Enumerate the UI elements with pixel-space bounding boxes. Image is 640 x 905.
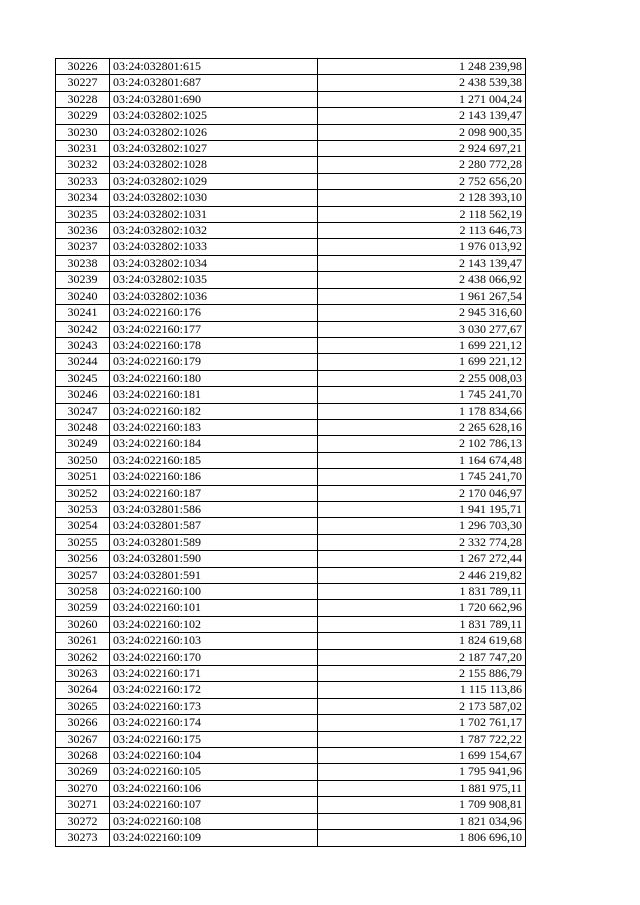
cadastral-number-cell: 03:24:032802:1031 (110, 206, 318, 222)
document-page (55, 58, 525, 847)
table-row (56, 75, 526, 91)
cadastral-value-cell: 2 255 008,03 (318, 370, 526, 386)
table-row (56, 337, 526, 353)
cadastral-number-cell: 03:24:022160:187 (110, 485, 318, 501)
cadastral-value-cell: 2 128 393,10 (318, 190, 526, 206)
row-number-cell: 30229 (56, 108, 110, 124)
table-row (56, 715, 526, 731)
cadastral-value-cell: 1 821 034,96 (318, 813, 526, 829)
cadastral-number-cell: 03:24:032802:1027 (110, 141, 318, 157)
row-number-cell: 30271 (56, 797, 110, 813)
cadastral-number-cell: 03:24:032801:590 (110, 551, 318, 567)
cadastral-value-cell: 1 699 221,12 (318, 354, 526, 370)
table-row (56, 255, 526, 271)
cadastral-value-cell: 1 976 013,92 (318, 239, 526, 255)
table-row (56, 419, 526, 435)
cadastral-value-cell: 2 446 219,82 (318, 567, 526, 583)
cadastral-value-cell: 2 280 772,28 (318, 157, 526, 173)
table-row (56, 534, 526, 550)
row-number-cell: 30256 (56, 551, 110, 567)
cadastral-value-cell: 1 115 113,86 (318, 682, 526, 698)
cadastral-value-cell: 1 709 908,81 (318, 797, 526, 813)
cadastral-value-cell: 1 941 195,71 (318, 501, 526, 517)
table-row (56, 321, 526, 337)
table-row (56, 584, 526, 600)
cadastral-value-cell: 1 699 221,12 (318, 337, 526, 353)
cadastral-value-cell: 1 831 789,11 (318, 584, 526, 600)
cadastral-number-cell: 03:24:022160:109 (110, 830, 318, 846)
table-row (56, 518, 526, 534)
cadastral-value-cell: 1 699 154,67 (318, 748, 526, 764)
cadastral-number-cell: 03:24:022160:175 (110, 731, 318, 747)
cadastral-number-cell: 03:24:032802:1035 (110, 272, 318, 288)
row-number-cell: 30247 (56, 403, 110, 419)
cadastral-number-cell: 03:24:022160:108 (110, 813, 318, 829)
cadastral-value-cell: 2 170 046,97 (318, 485, 526, 501)
cadastral-number-cell: 03:24:032801:586 (110, 501, 318, 517)
table-row (56, 698, 526, 714)
row-number-cell: 30244 (56, 354, 110, 370)
cadastral-number-cell: 03:24:022160:182 (110, 403, 318, 419)
cadastral-number-cell: 03:24:022160:174 (110, 715, 318, 731)
table-row (56, 616, 526, 632)
table-row (56, 666, 526, 682)
row-number-cell: 30257 (56, 567, 110, 583)
cadastral-value-cell: 2 143 139,47 (318, 108, 526, 124)
cadastral-value-table (55, 58, 526, 847)
cadastral-value-cell: 2 118 562,19 (318, 206, 526, 222)
cadastral-value-cell: 2 438 066,92 (318, 272, 526, 288)
row-number-cell: 30249 (56, 436, 110, 452)
row-number-cell: 30270 (56, 780, 110, 796)
table-row (56, 288, 526, 304)
row-number-cell: 30242 (56, 321, 110, 337)
cadastral-number-cell: 03:24:022160:100 (110, 584, 318, 600)
cadastral-number-cell: 03:24:032802:1032 (110, 223, 318, 239)
table-row (56, 764, 526, 780)
cadastral-value-cell: 1 164 674,48 (318, 452, 526, 468)
cadastral-value-cell: 2 752 656,20 (318, 173, 526, 189)
table-row (56, 452, 526, 468)
cadastral-number-cell: 03:24:032802:1030 (110, 190, 318, 206)
cadastral-value-cell: 2 173 587,02 (318, 698, 526, 714)
table-row (56, 551, 526, 567)
cadastral-number-cell: 03:24:022160:105 (110, 764, 318, 780)
table-row (56, 223, 526, 239)
cadastral-value-cell: 2 332 774,28 (318, 534, 526, 550)
cadastral-number-cell: 03:24:032801:587 (110, 518, 318, 534)
cadastral-number-cell: 03:24:022160:180 (110, 370, 318, 386)
table-row (56, 272, 526, 288)
cadastral-number-cell: 03:24:022160:185 (110, 452, 318, 468)
cadastral-number-cell: 03:24:032802:1034 (110, 255, 318, 271)
cadastral-number-cell: 03:24:022160:172 (110, 682, 318, 698)
row-number-cell: 30267 (56, 731, 110, 747)
row-number-cell: 30246 (56, 387, 110, 403)
table-row (56, 387, 526, 403)
row-number-cell: 30261 (56, 633, 110, 649)
row-number-cell: 30231 (56, 141, 110, 157)
table-row (56, 239, 526, 255)
cadastral-value-cell: 2 098 900,35 (318, 124, 526, 140)
table-row (56, 305, 526, 321)
row-number-cell: 30253 (56, 501, 110, 517)
cadastral-value-cell: 1 720 662,96 (318, 600, 526, 616)
cadastral-number-cell: 03:24:022160:179 (110, 354, 318, 370)
table-body (56, 59, 526, 847)
cadastral-number-cell: 03:24:032801:589 (110, 534, 318, 550)
cadastral-value-cell: 1 248 239,98 (318, 59, 526, 75)
table-row (56, 485, 526, 501)
cadastral-number-cell: 03:24:022160:181 (110, 387, 318, 403)
table-row (56, 59, 526, 75)
cadastral-value-cell: 1 806 696,10 (318, 830, 526, 846)
row-number-cell: 30240 (56, 288, 110, 304)
cadastral-value-cell: 2 438 539,38 (318, 75, 526, 91)
cadastral-value-cell: 1 745 241,70 (318, 469, 526, 485)
cadastral-number-cell: 03:24:032802:1028 (110, 157, 318, 173)
row-number-cell: 30228 (56, 91, 110, 107)
row-number-cell: 30254 (56, 518, 110, 534)
table-row (56, 600, 526, 616)
cadastral-number-cell: 03:24:022160:102 (110, 616, 318, 632)
row-number-cell: 30262 (56, 649, 110, 665)
row-number-cell: 30227 (56, 75, 110, 91)
row-number-cell: 30263 (56, 666, 110, 682)
row-number-cell: 30258 (56, 584, 110, 600)
cadastral-value-cell: 2 265 628,16 (318, 419, 526, 435)
table-row (56, 501, 526, 517)
table-row (56, 633, 526, 649)
table-row (56, 141, 526, 157)
table-row (56, 567, 526, 583)
table-row (56, 403, 526, 419)
cadastral-value-cell: 1 787 722,22 (318, 731, 526, 747)
cadastral-number-cell: 03:24:032801:687 (110, 75, 318, 91)
cadastral-value-cell: 2 143 139,47 (318, 255, 526, 271)
cadastral-value-cell: 1 271 004,24 (318, 91, 526, 107)
table-row (56, 649, 526, 665)
row-number-cell: 30245 (56, 370, 110, 386)
table-row (56, 830, 526, 846)
cadastral-value-cell: 2 113 646,73 (318, 223, 526, 239)
cadastral-number-cell: 03:24:032802:1029 (110, 173, 318, 189)
cadastral-value-cell: 1 267 272,44 (318, 551, 526, 567)
row-number-cell: 30266 (56, 715, 110, 731)
cadastral-value-cell: 1 178 834,66 (318, 403, 526, 419)
table-row (56, 748, 526, 764)
row-number-cell: 30234 (56, 190, 110, 206)
cadastral-number-cell: 03:24:022160:170 (110, 649, 318, 665)
cadastral-number-cell: 03:24:022160:107 (110, 797, 318, 813)
cadastral-number-cell: 03:24:022160:177 (110, 321, 318, 337)
cadastral-number-cell: 03:24:022160:176 (110, 305, 318, 321)
cadastral-value-cell: 1 296 703,30 (318, 518, 526, 534)
cadastral-number-cell: 03:24:022160:101 (110, 600, 318, 616)
row-number-cell: 30251 (56, 469, 110, 485)
cadastral-number-cell: 03:24:032802:1026 (110, 124, 318, 140)
table-row (56, 354, 526, 370)
row-number-cell: 30269 (56, 764, 110, 780)
row-number-cell: 30255 (56, 534, 110, 550)
row-number-cell: 30260 (56, 616, 110, 632)
cadastral-value-cell: 1 961 267,54 (318, 288, 526, 304)
row-number-cell: 30241 (56, 305, 110, 321)
cadastral-value-cell: 2 924 697,21 (318, 141, 526, 157)
table-row (56, 682, 526, 698)
row-number-cell: 30233 (56, 173, 110, 189)
row-number-cell: 30239 (56, 272, 110, 288)
table-row (56, 813, 526, 829)
cadastral-value-cell: 1 831 789,11 (318, 616, 526, 632)
cadastral-value-cell: 2 102 786,13 (318, 436, 526, 452)
table-row (56, 190, 526, 206)
cadastral-number-cell: 03:24:022160:104 (110, 748, 318, 764)
cadastral-number-cell: 03:24:022160:173 (110, 698, 318, 714)
row-number-cell: 30243 (56, 337, 110, 353)
cadastral-number-cell: 03:24:032801:591 (110, 567, 318, 583)
cadastral-number-cell: 03:24:022160:103 (110, 633, 318, 649)
cadastral-value-cell: 1 795 941,96 (318, 764, 526, 780)
row-number-cell: 30232 (56, 157, 110, 173)
row-number-cell: 30226 (56, 59, 110, 75)
row-number-cell: 30237 (56, 239, 110, 255)
cadastral-number-cell: 03:24:022160:183 (110, 419, 318, 435)
cadastral-value-cell: 1 702 761,17 (318, 715, 526, 731)
cadastral-value-cell: 2 945 316,60 (318, 305, 526, 321)
row-number-cell: 30272 (56, 813, 110, 829)
row-number-cell: 30235 (56, 206, 110, 222)
table-row (56, 436, 526, 452)
row-number-cell: 30265 (56, 698, 110, 714)
cadastral-value-cell: 2 187 747,20 (318, 649, 526, 665)
row-number-cell: 30230 (56, 124, 110, 140)
table-row (56, 108, 526, 124)
row-number-cell: 30252 (56, 485, 110, 501)
row-number-cell: 30236 (56, 223, 110, 239)
cadastral-number-cell: 03:24:032802:1025 (110, 108, 318, 124)
table-row (56, 797, 526, 813)
row-number-cell: 30264 (56, 682, 110, 698)
row-number-cell: 30238 (56, 255, 110, 271)
table-row (56, 173, 526, 189)
cadastral-number-cell: 03:24:022160:178 (110, 337, 318, 353)
cadastral-value-cell: 2 155 886,79 (318, 666, 526, 682)
row-number-cell: 30268 (56, 748, 110, 764)
table-row (56, 731, 526, 747)
cadastral-number-cell: 03:24:022160:184 (110, 436, 318, 452)
cadastral-value-cell: 1 824 619,68 (318, 633, 526, 649)
cadastral-value-cell: 3 030 277,67 (318, 321, 526, 337)
table-row (56, 469, 526, 485)
cadastral-number-cell: 03:24:022160:171 (110, 666, 318, 682)
row-number-cell: 30273 (56, 830, 110, 846)
cadastral-number-cell: 03:24:032802:1033 (110, 239, 318, 255)
cadastral-number-cell: 03:24:032802:1036 (110, 288, 318, 304)
row-number-cell: 30248 (56, 419, 110, 435)
cadastral-number-cell: 03:24:032801:690 (110, 91, 318, 107)
cadastral-value-cell: 1 881 975,11 (318, 780, 526, 796)
table-row (56, 206, 526, 222)
table-row (56, 91, 526, 107)
table-row (56, 370, 526, 386)
cadastral-number-cell: 03:24:022160:106 (110, 780, 318, 796)
cadastral-number-cell: 03:24:022160:186 (110, 469, 318, 485)
cadastral-number-cell: 03:24:032801:615 (110, 59, 318, 75)
row-number-cell: 30259 (56, 600, 110, 616)
row-number-cell: 30250 (56, 452, 110, 468)
cadastral-value-cell: 1 745 241,70 (318, 387, 526, 403)
table-row (56, 157, 526, 173)
table-row (56, 124, 526, 140)
table-row (56, 780, 526, 796)
